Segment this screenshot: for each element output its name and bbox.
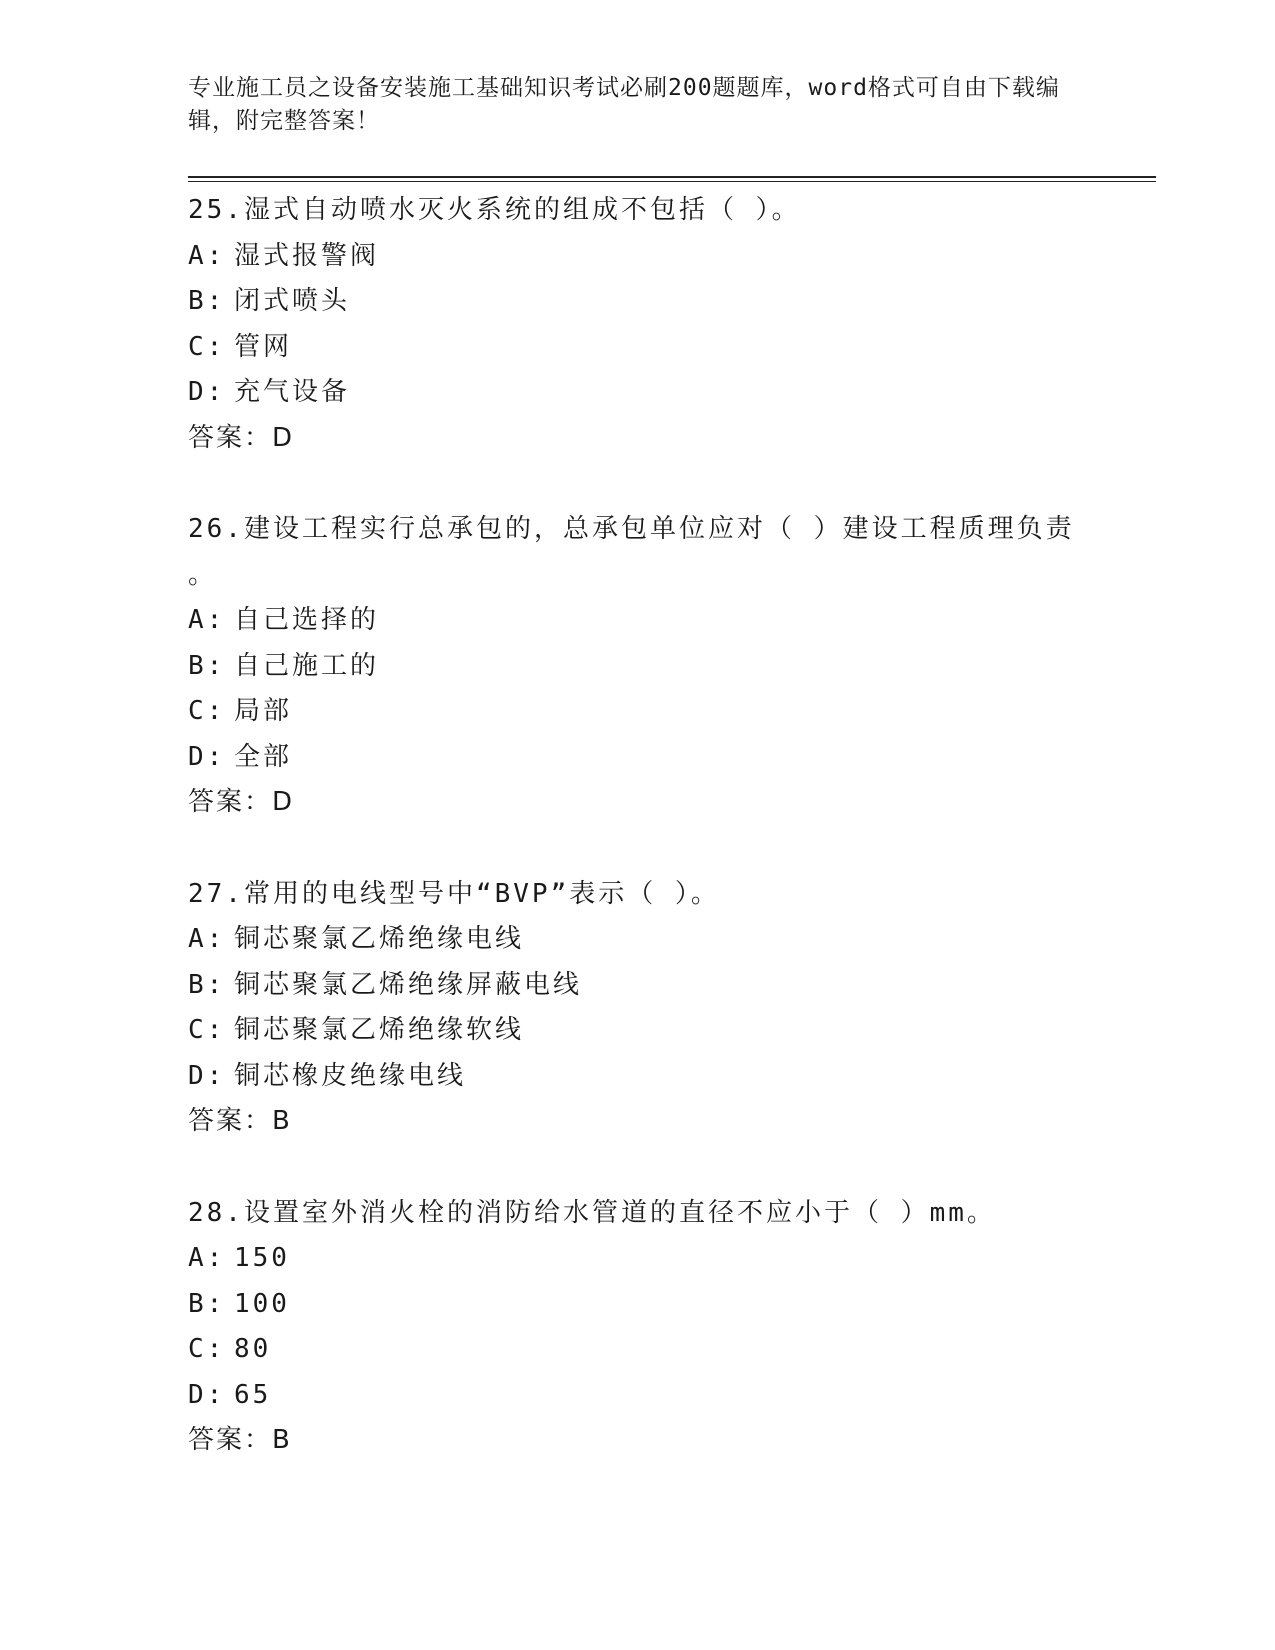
question-28 bbox=[188, 1191, 1108, 1464]
option-text: 65 bbox=[234, 1379, 272, 1410]
option-letter: C: bbox=[188, 331, 226, 362]
option-text: 充气设备 bbox=[234, 377, 351, 407]
question-text: 建设工程实行总承包的，总承包单位应对（ ）建设工程质理负责 bbox=[243, 514, 1075, 544]
option-letter: D: bbox=[188, 1379, 226, 1410]
answer-line: 答案：B bbox=[188, 1106, 292, 1136]
option-text: 铜芯聚氯乙烯绝缘电线 bbox=[234, 924, 525, 954]
question-26 bbox=[188, 507, 1108, 826]
option-a bbox=[188, 917, 1108, 963]
option-b bbox=[188, 1282, 1108, 1328]
answer-line: 答案：D bbox=[188, 787, 295, 817]
option-b bbox=[188, 644, 1108, 690]
document-header: 专业施工员之设备安装施工基础知识考试必刷200题题库，word格式可自由下载编辑，附完整答案！ bbox=[188, 75, 1060, 134]
option-c bbox=[188, 325, 1108, 371]
option-letter: C: bbox=[188, 1015, 226, 1045]
answer-line: 答案：B bbox=[188, 1425, 292, 1455]
option-text: 80 bbox=[234, 1334, 272, 1364]
question-27 bbox=[188, 872, 1108, 1145]
option-text: 铜芯橡皮绝缘电线 bbox=[234, 1060, 467, 1091]
option-text: 100 bbox=[234, 1288, 290, 1319]
option-a bbox=[188, 598, 1108, 644]
option-letter: C: bbox=[188, 696, 226, 726]
header-divider-thin bbox=[188, 181, 1156, 182]
option-b bbox=[188, 963, 1108, 1009]
option-d bbox=[188, 1373, 1108, 1419]
option-letter: D: bbox=[188, 741, 226, 772]
option-letter: A: bbox=[188, 1243, 226, 1273]
option-text: 铜芯聚氯乙烯绝缘软线 bbox=[234, 1015, 525, 1045]
header-divider-thick bbox=[188, 176, 1156, 178]
question-stem bbox=[188, 507, 1108, 553]
question-stem bbox=[188, 872, 1108, 918]
option-letter: A: bbox=[188, 240, 226, 271]
option-text: 自己选择的 bbox=[234, 605, 380, 635]
question-stem bbox=[188, 188, 1108, 234]
option-text: 铜芯聚氯乙烯绝缘屏蔽电线 bbox=[234, 969, 583, 1000]
question-number: 25. bbox=[188, 195, 244, 225]
option-c bbox=[188, 1008, 1108, 1054]
question-text: 湿式自动喷水灭火系统的组成不包括（ ）。 bbox=[243, 195, 801, 225]
option-letter: A: bbox=[188, 924, 226, 954]
option-text: 局部 bbox=[234, 696, 293, 726]
option-a bbox=[188, 1236, 1108, 1282]
option-d bbox=[188, 370, 1108, 416]
option-letter: B: bbox=[188, 1288, 226, 1319]
question-stem bbox=[188, 1191, 1108, 1237]
question-text: 设置室外消火栓的消防给水管道的直径不应小于（ ）mm。 bbox=[243, 1197, 996, 1228]
option-c bbox=[188, 689, 1108, 735]
option-letter: D: bbox=[188, 377, 226, 407]
option-letter: B: bbox=[188, 286, 226, 316]
question-number: 26. bbox=[188, 514, 244, 544]
question-number: 27. bbox=[188, 878, 244, 909]
option-letter: B: bbox=[188, 969, 226, 1000]
option-b bbox=[188, 279, 1108, 325]
option-d bbox=[188, 735, 1108, 781]
question-text: 常用的电线型号中“BVP”表示（ ）。 bbox=[243, 878, 720, 909]
option-letter: A: bbox=[188, 605, 226, 635]
option-text: 管网 bbox=[234, 331, 293, 362]
option-letter: C: bbox=[188, 1334, 226, 1364]
question-25 bbox=[188, 188, 1108, 461]
option-text: 湿式报警阀 bbox=[234, 240, 380, 271]
question-stem-continuation: 。 bbox=[188, 559, 218, 590]
answer-line: 答案：D bbox=[188, 422, 295, 453]
option-a bbox=[188, 234, 1108, 280]
question-number: 28. bbox=[188, 1197, 244, 1228]
question-list bbox=[188, 188, 1108, 1464]
option-d bbox=[188, 1054, 1108, 1100]
option-text: 全部 bbox=[234, 741, 293, 772]
option-text: 自己施工的 bbox=[234, 650, 380, 681]
option-letter: D: bbox=[188, 1060, 226, 1091]
option-letter: B: bbox=[188, 650, 226, 681]
option-c bbox=[188, 1327, 1108, 1373]
option-text: 150 bbox=[234, 1243, 290, 1273]
option-text: 闭式喷头 bbox=[234, 286, 351, 316]
